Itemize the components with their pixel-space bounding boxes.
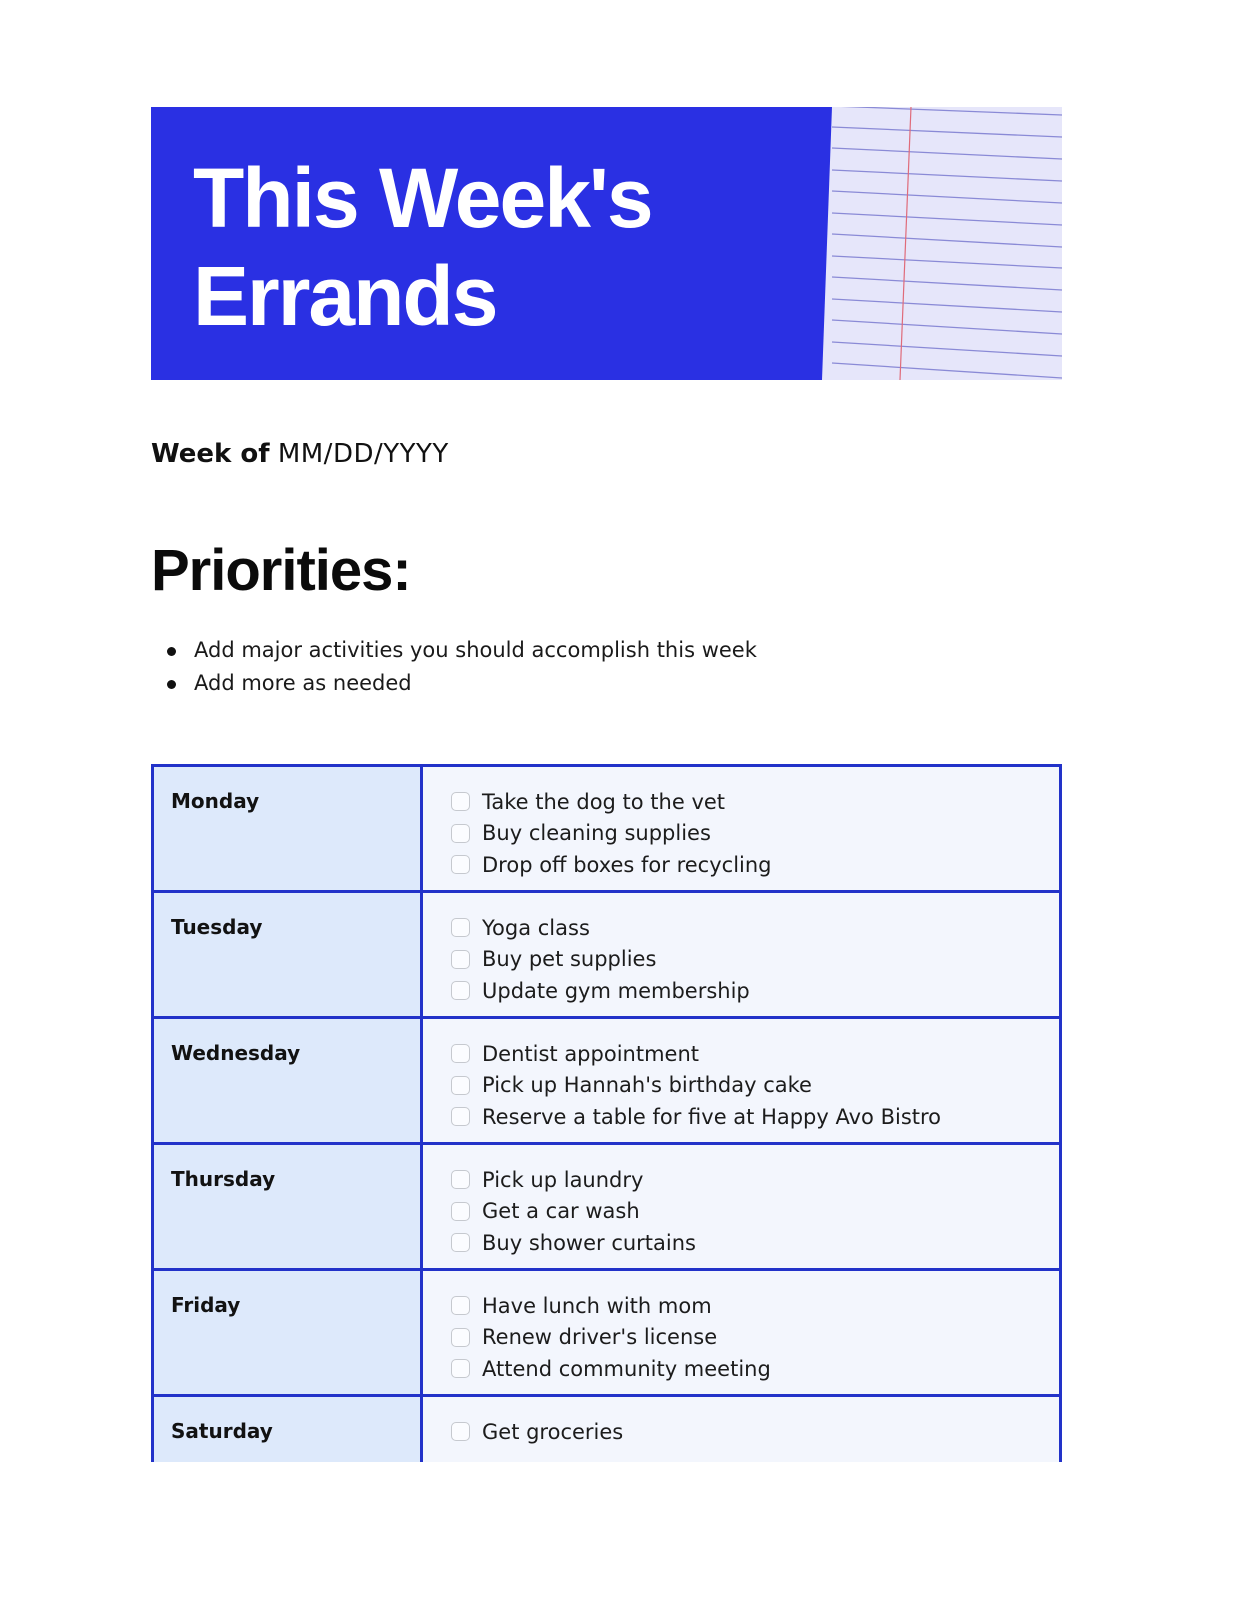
tasks-cell xyxy=(422,1270,1061,1396)
checkbox-icon[interactable] xyxy=(451,981,470,1000)
task-item[interactable] xyxy=(451,1070,1059,1102)
task-item[interactable] xyxy=(451,818,1059,850)
day-label: Thursday xyxy=(171,1167,276,1191)
checkbox-icon[interactable] xyxy=(451,1422,470,1441)
task-item[interactable] xyxy=(451,912,1059,944)
title-line-1: This Week's xyxy=(193,151,652,245)
tasks-cell xyxy=(422,892,1061,1018)
day-label: Wednesday xyxy=(171,1041,301,1065)
table-row-friday xyxy=(153,1270,1061,1396)
task-label: Have lunch with mom xyxy=(482,1293,712,1318)
task-label: Buy shower curtains xyxy=(482,1230,696,1255)
task-label: Dentist appointment xyxy=(482,1041,699,1066)
checkbox-icon[interactable] xyxy=(451,1044,470,1063)
task-label: Yoga class xyxy=(482,915,590,940)
checkbox-icon[interactable] xyxy=(451,1170,470,1189)
page-title xyxy=(193,149,652,345)
checkbox-icon[interactable] xyxy=(451,792,470,811)
checkbox-icon[interactable] xyxy=(451,1107,470,1126)
day-cell xyxy=(153,1144,422,1270)
task-label: Attend community meeting xyxy=(482,1356,771,1381)
table-row-saturday xyxy=(153,1396,1061,1463)
table-row-wednesday xyxy=(153,1018,1061,1144)
day-cell xyxy=(153,892,422,1018)
task-item[interactable] xyxy=(451,1353,1059,1385)
task-item[interactable] xyxy=(451,1164,1059,1196)
priority-item[interactable]: Add more as needed xyxy=(165,667,757,700)
table-row-monday xyxy=(153,766,1061,892)
checkbox-icon[interactable] xyxy=(451,1202,470,1221)
task-label: Pick up Hannah's birthday cake xyxy=(482,1073,812,1098)
week-of-date-field[interactable]: MM/DD/YYYY xyxy=(277,439,449,469)
task-label: Drop off boxes for recycling xyxy=(482,852,772,877)
task-label: Update gym membership xyxy=(482,978,750,1003)
checkbox-icon[interactable] xyxy=(451,1076,470,1095)
task-item[interactable] xyxy=(451,786,1059,818)
task-item[interactable] xyxy=(451,1038,1059,1070)
table-row-tuesday xyxy=(153,892,1061,1018)
priorities-heading: Priorities: xyxy=(151,538,411,603)
task-item[interactable] xyxy=(451,944,1059,976)
checkbox-icon[interactable] xyxy=(451,1233,470,1252)
task-label: Renew driver's license xyxy=(482,1325,718,1350)
checkbox-icon[interactable] xyxy=(451,1328,470,1347)
priorities-list xyxy=(165,634,757,700)
checkbox-icon[interactable] xyxy=(451,1296,470,1315)
day-cell xyxy=(153,766,422,892)
task-label: Buy cleaning supplies xyxy=(482,821,711,846)
task-item[interactable] xyxy=(451,1290,1059,1322)
tasks-cell xyxy=(422,1018,1061,1144)
task-label: Reserve a table for five at Happy Avo Bistro xyxy=(482,1104,942,1129)
table-row-thursday xyxy=(153,1144,1061,1270)
tasks-cell xyxy=(422,1144,1061,1270)
day-cell xyxy=(153,1018,422,1144)
day-label: Friday xyxy=(171,1293,241,1317)
checkbox-icon[interactable] xyxy=(451,824,470,843)
task-label: Get a car wash xyxy=(482,1199,640,1224)
task-item[interactable] xyxy=(451,1416,1059,1448)
task-label: Take the dog to the vet xyxy=(482,789,726,814)
task-item[interactable] xyxy=(451,1196,1059,1228)
task-label: Buy pet supplies xyxy=(482,947,657,972)
day-cell xyxy=(153,1270,422,1396)
tasks-cell xyxy=(422,766,1061,892)
checkbox-icon[interactable] xyxy=(451,855,470,874)
title-line-2: Errands xyxy=(193,249,497,343)
day-label: Saturday xyxy=(171,1419,273,1443)
header-banner xyxy=(151,107,1062,380)
checkbox-icon[interactable] xyxy=(451,1359,470,1378)
task-item[interactable] xyxy=(451,849,1059,881)
week-of-label: Week of xyxy=(151,439,270,469)
priority-item[interactable]: Add major activities you should accomplish this week xyxy=(165,634,757,667)
day-label: Monday xyxy=(171,789,260,813)
task-item[interactable] xyxy=(451,1322,1059,1354)
errands-table xyxy=(151,764,1062,1462)
task-item[interactable] xyxy=(451,1227,1059,1259)
task-item[interactable] xyxy=(451,1101,1059,1133)
task-label: Get groceries xyxy=(482,1419,624,1444)
week-of-line xyxy=(151,436,449,472)
task-label: Pick up laundry xyxy=(482,1167,644,1192)
checkbox-icon[interactable] xyxy=(451,918,470,937)
checkbox-icon[interactable] xyxy=(451,950,470,969)
tasks-cell xyxy=(422,1396,1061,1463)
day-label: Tuesday xyxy=(171,915,263,939)
task-item[interactable] xyxy=(451,975,1059,1007)
day-cell xyxy=(153,1396,422,1463)
